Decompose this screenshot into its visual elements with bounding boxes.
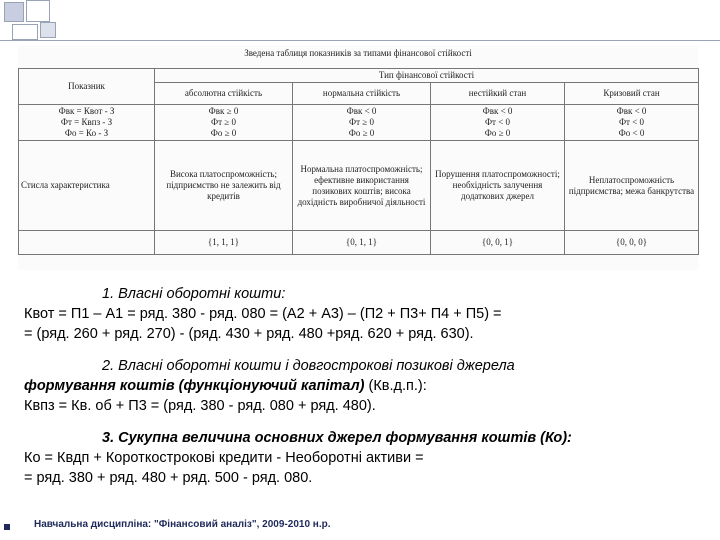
condition-cell: Фвк < 0 Фт < 0 Фо ≥ 0 (431, 105, 565, 141)
section3-line1: Ко = Квдп + Короткострокові кредити - Необоротні активи = (24, 450, 424, 466)
section3-heading: 3. Сукупна величина основних джерел формування коштів (Ко): (102, 430, 572, 446)
deco-square (4, 2, 24, 22)
header-indicator: Показник (19, 69, 155, 105)
decorative-squares (0, 0, 60, 40)
characteristic-label: Стисла характеристика (19, 141, 155, 231)
stability-summary-table (18, 68, 699, 255)
formulas-text (24, 284, 704, 488)
characteristic-cell: Неплатоспроможність підприємства; межа банкрутства (565, 141, 699, 231)
header-col: абсолютна стійкість (155, 83, 293, 105)
title-divider (0, 40, 720, 41)
table-row (19, 69, 699, 83)
condition-cell: Фвк < 0 Фт < 0 Фо < 0 (565, 105, 699, 141)
type-vector-cell: {0, 0, 0} (565, 231, 699, 255)
section3-line2: = ряд. 380 + ряд. 480 + ряд. 500 - ряд. 080. (24, 470, 313, 486)
table-row (19, 105, 699, 141)
footer-bullet-icon (4, 524, 10, 530)
section2-heading: 2. Власні оборотні кошти і довгострокові позикові джерела (102, 358, 515, 374)
characteristic-cell: Порушення платоспроможності; необхідність залучення додаткових джерел (431, 141, 565, 231)
table-row (19, 231, 699, 255)
deco-square (40, 22, 56, 38)
section1-line1: Квот = П1 – А1 = ряд. 380 - ряд. 080 = (А2 + А3) – (П2 + П3+ П4 + П5) = (24, 306, 502, 322)
characteristic-cell: Нормальна платоспроможність; ефективне використання позикових коштів; висока дохідність виробничої діяльності (293, 141, 431, 231)
section2-line1: Квпз = Кв. об + П3 = (ряд. 380 - ряд. 080 + ряд. 480). (24, 398, 376, 414)
section2-heading-cont: формування коштів (функціонуючий капітал) (Кв.д.п.): (24, 378, 427, 394)
type-vector-cell: {0, 1, 1} (293, 231, 431, 255)
section1-heading: 1. Власні оборотні кошти: (102, 286, 286, 302)
type-vector-cell: {1, 1, 1} (155, 231, 293, 255)
deco-square (12, 24, 38, 40)
header-col: нестійкий стан (431, 83, 565, 105)
table-caption: Зведена таблиця показників за типами фінансової стійкості (244, 48, 472, 58)
header-col: нормальна стійкість (293, 83, 431, 105)
type-vector-label (19, 231, 155, 255)
condition-cell: Фвк ≥ 0 Фт ≥ 0 Фо ≥ 0 (155, 105, 293, 141)
header-group: Тип фінансової стійкості (155, 69, 699, 83)
indicator-cell: Фвк = Квот - З Фт = Квпз - З Фо = Ко - З (19, 105, 155, 141)
scanned-table-image (18, 46, 698, 270)
table-row (19, 141, 699, 231)
type-vector-cell: {0, 0, 1} (431, 231, 565, 255)
footer-course: Навчальна дисципліна: "Фінансовий аналіз", 2009-2010 н.р. (34, 519, 331, 530)
condition-cell: Фвк < 0 Фт ≥ 0 Фо ≥ 0 (293, 105, 431, 141)
header-col: Кризовий стан (565, 83, 699, 105)
characteristic-cell: Висока платоспроможність; підприємство не залежить від кредитів (155, 141, 293, 231)
deco-square (26, 0, 50, 22)
section1-line2: = (ряд. 260 + ряд. 270) - (ряд. 430 + ряд. 480 +ряд. 620 + ряд. 630). (24, 326, 474, 342)
